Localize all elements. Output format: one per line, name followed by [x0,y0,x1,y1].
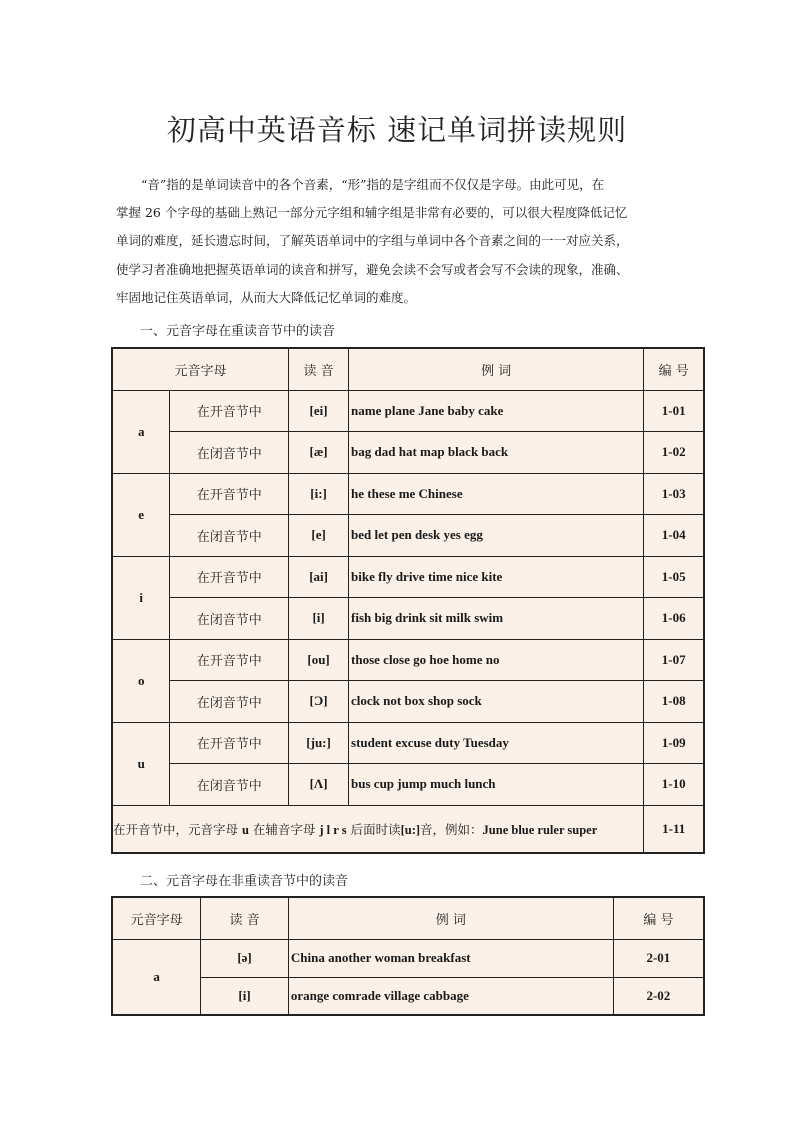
example-words: he these me Chinese [349,473,644,515]
header-example: 例 词 [349,348,644,390]
intro-line: 使学习者准确地把握英语单词的读音和拼写，避免会读不会写或者会写不会读的现象，准确、 [116,261,629,277]
rule-number: 1-11 [644,805,704,853]
syllable-condition: 在闭音节中 [170,515,289,557]
section-1-heading: 一、元音字母在重读音节中的读音 [140,324,336,339]
rule-number: 1-01 [644,390,704,432]
syllable-condition: 在开音节中 [170,390,289,432]
example-words: bag dad hat map black back [349,432,644,474]
rule-number: 1-05 [644,556,704,598]
intro-line: 单词的难度，延长遗忘时间，了解英语单词中的字组与单词中各个音素之间的一一对应关系， [116,233,629,249]
example-words: bike fly drive time nice kite [349,556,644,598]
table-row [112,390,704,432]
table-header-row [112,897,704,939]
rule-number: 1-07 [644,639,704,681]
page-title: 初高中英语音标 速记单词拼读规则 [166,113,628,147]
special-rule-text [112,805,644,853]
rule-number: 1-08 [644,681,704,723]
phonetic-symbol: [ju:] [289,722,349,764]
vowel-letter: e [112,473,170,556]
syllable-condition: 在开音节中 [170,639,289,681]
table-row [112,681,704,723]
rule-number: 1-04 [644,515,704,557]
table-row [112,939,704,977]
phonetic-symbol: [i] [289,598,349,640]
rule-number: 1-02 [644,432,704,474]
syllable-condition: 在闭音节中 [170,764,289,806]
table-row-special-rule [112,805,704,853]
rule-number: 1-09 [644,722,704,764]
special-rule-examples: June blue ruler super [482,822,598,837]
vowel-letter: i [112,556,170,639]
special-rule-letter: u [241,822,249,837]
table-row [112,598,704,640]
table-row [112,977,704,1015]
phonetic-symbol: [i:] [289,473,349,515]
rule-number: 1-03 [644,473,704,515]
example-words: China another woman breakfast [288,939,613,977]
section-2-heading: 二、元音字母在非重读音节中的读音 [140,874,349,889]
intro-line: 掌握 26 个字母的基础上熟记一部分元字组和辅字组是非常有必要的，可以很大程度降低记忆 [116,205,628,221]
stressed-vowel-table [111,347,705,854]
header-vowel: 元音字母 [112,897,201,939]
header-sound: 读 音 [289,348,349,390]
special-rule-part: 在开音节中，元音字母 [113,821,242,837]
rule-number: 2-01 [613,939,704,977]
example-words: student excuse duty Tuesday [349,722,644,764]
table-header-row [112,348,704,390]
table-row [112,515,704,557]
syllable-condition: 在闭音节中 [170,681,289,723]
syllable-condition: 在闭音节中 [170,598,289,640]
phonetic-symbol: [æ] [289,432,349,474]
header-number: 编 号 [613,897,704,939]
special-rule-part: 音，例如： [420,821,483,837]
phonetic-symbol: [Ɔ] [289,681,349,723]
header-vowel: 元音字母 [112,348,289,390]
special-rule-consonants: j l r s [319,822,347,837]
phonetic-symbol: [ou] [289,639,349,681]
table-row [112,722,704,764]
phonetic-symbol: [i] [201,977,289,1015]
example-words: name plane Jane baby cake [349,390,644,432]
table-row [112,639,704,681]
example-words: fish big drink sit milk swim [349,598,644,640]
syllable-condition: 在开音节中 [170,722,289,764]
phonetic-symbol: [e] [289,515,349,557]
syllable-condition: 在闭音节中 [170,432,289,474]
special-rule-part: 后面时读 [346,821,401,837]
phonetic-symbol: [ə] [201,939,289,977]
intro-paragraph [116,171,686,312]
header-number: 编 号 [644,348,704,390]
rule-number: 2-02 [613,977,704,1015]
header-sound: 读 音 [201,897,289,939]
phonetic-symbol: [ai] [289,556,349,598]
intro-line: “音”指的是单词读音中的各个音素，“形”指的是字组而不仅仅是字母。由此可见，在 [141,177,605,192]
phonetic-symbol: [ei] [289,390,349,432]
intro-line: 牢固地记住英语单词，从而大大降低记忆单词的难度。 [116,289,417,305]
vowel-letter: u [112,722,170,805]
table-row [112,764,704,806]
vowel-letter: a [112,390,170,473]
syllable-condition: 在开音节中 [170,473,289,515]
special-rule-part: 在辅音字母 [248,821,320,837]
special-rule-sound: [u:] [400,822,421,837]
example-words: bus cup jump much lunch [349,764,644,806]
table-row [112,556,704,598]
rule-number: 1-10 [644,764,704,806]
table-row [112,473,704,515]
vowel-letter: a [112,939,201,1015]
phonetic-symbol: [Λ] [289,764,349,806]
table-row [112,432,704,474]
unstressed-vowel-table [111,896,705,1016]
example-words: those close go hoe home no [349,639,644,681]
example-words: bed let pen desk yes egg [349,515,644,557]
vowel-letter: o [112,639,170,722]
header-example: 例 词 [288,897,613,939]
rule-number: 1-06 [644,598,704,640]
syllable-condition: 在开音节中 [170,556,289,598]
example-words: clock not box shop sock [349,681,644,723]
example-words: orange comrade village cabbage [288,977,613,1015]
